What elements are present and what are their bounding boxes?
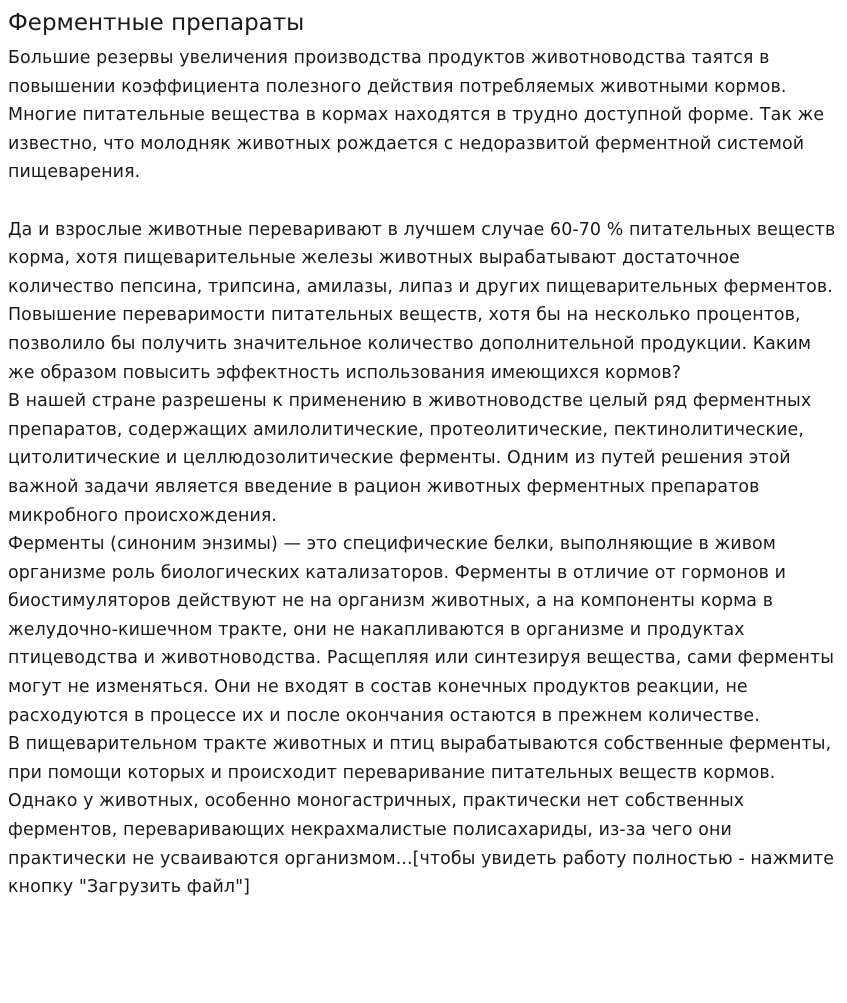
paragraph-2: Да и взрослые животные переваривают в лучшем случае 60-70 % питательных веществ корма, хотя пищеварительные железы животных вырабатывают достаточное количество пепсина, трипсина, амилазы, липаз и других пищеварительных ферментов. Повышение переваримости питательных веществ, хотя бы на несколько процентов, позволило бы получить значительное количество дополнительной продукции. Каким же образом повысить эффектность использования имеющихся кормов? <box>8 219 836 383</box>
paragraph-3: В нашей стране разрешены к применению в животноводстве целый ряд ферментных препаратов, содержащих амилолитические, протеолитические, пектинолитические, цитолитические и целлюдозолитические ферменты. Одним из путей решения этой важной задачи является введение в рацион животных ферментных препаратов микробного происхождения. <box>8 391 812 526</box>
page-title: Ферментные препараты <box>8 10 305 36</box>
paragraph-5: В пищеварительном тракте животных и птиц вырабатываются собственные ферменты, при помощи которых и происходит переваривание питательных веществ кормов. Однако у животных, особенно моногастричных, практически нет собственных ферментов, переваривающих некрахмалистые полисахариды, из-за чего они практически не усваиваются организмом...[чтобы увидеть работу полностью - нажмите кнопку "Загрузить файл"] <box>8 734 835 898</box>
paragraph-1: Большие резервы увеличения производства продуктов животноводства таятся в повышении коэффициента полезного действия потребляемых животными кормов. Многие питательные вещества в кормах находятся в трудно доступной форме. Так же известно, что молодняк животных рождается с недоразвитой ферментной системой пищеварения. <box>8 48 825 183</box>
article-body <box>8 44 841 902</box>
paragraph-4: Ферменты (синоним энзимы) — это специфические белки, выполняющие в живом организме роль биологических катализаторов. Ферменты в отличие от гормонов и биостимуляторов действуют не на организм животных, а на компоненты корма в желудочно-кишечном тракте, они не накапливаются в организме и продуктах птицеводства и животноводства. Расщепляя или синтезируя вещества, сами ферменты могут не изменяться. Они не входят в состав конечных продуктов реакции, не расходуются в процессе их и после окончания остаются в прежнем количестве. <box>8 534 835 726</box>
